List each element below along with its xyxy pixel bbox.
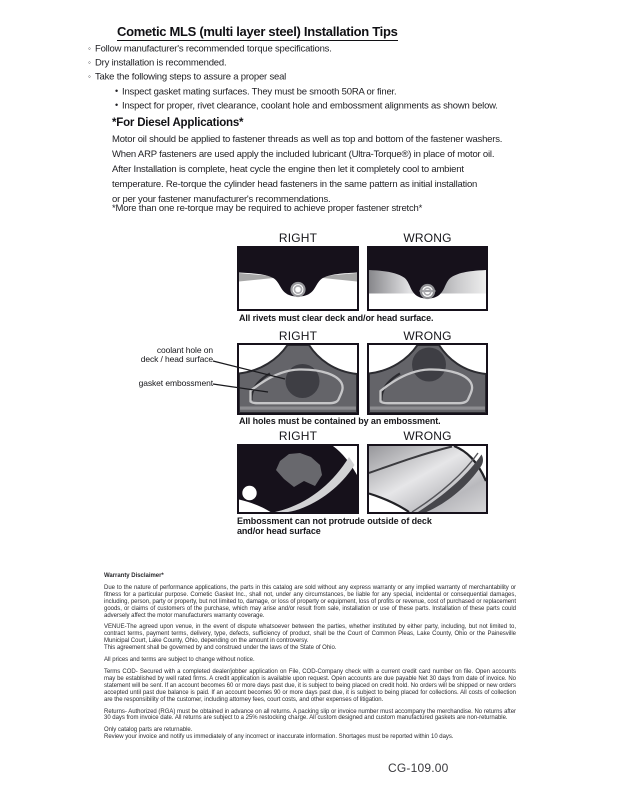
callout-leader-lines (211, 355, 291, 397)
caption-line: and/or head surface (237, 525, 321, 536)
catalog-only-line: Only catalog parts are returnable. (104, 727, 193, 734)
embossment-leader-line (213, 384, 268, 392)
installation-tips-list (88, 42, 498, 113)
gasket-embossment-callout: gasket embossment (138, 378, 213, 388)
warranty-paragraph: Due to the nature of performance applications, the parts in this catalog are sold without any express warranty or any implied warranty of merchantability or fitness for a particular purpose. Cometic Gasket Inc., shall not, under any circumstances, be liable for any special, incidental or consequential damages, including, person, party or property, but not limited to, damage, or loss of property or equipment, loss of profits or revenue, cost of purchased or replacement goods, or claims of customers of the purchase, which may arise and/or result from sale, installation or use of these parts. Installation of these parts could adversely affect the motor manufacturers warranty coverage. (104, 584, 516, 619)
list-item-text: Inspect gasket mating surfaces. They must be smooth 50RA or finer. (122, 86, 397, 98)
paragraph-line: temperature. Re-torque the cylinder head fasteners in the same pattern as initial installation (112, 179, 478, 190)
dot-bullet-icon: • (115, 85, 118, 96)
coolant-leader-line (213, 361, 285, 379)
list-item-text: Take the following steps to assure a proper seal (95, 71, 287, 83)
callout-line: deck / head surface (140, 354, 213, 364)
rivet-clearance-wrong-diagram (367, 246, 488, 311)
bolt-hole (242, 486, 256, 500)
row2-wrong-label: WRONG (403, 329, 452, 343)
deck-bottom-strip (240, 407, 356, 410)
row3-caption (237, 517, 432, 536)
list-item-text: Follow manufacturer's recommended torque specifications. (95, 43, 332, 55)
protrusion-right-panel (237, 444, 359, 514)
deck-bottom-strip (370, 407, 485, 410)
list-item (88, 70, 498, 84)
page-number: CG-109.00 (388, 761, 449, 775)
circle-bullet-icon: ◦ (88, 44, 91, 53)
row2-caption: All holes must be contained by an embossment. (239, 416, 441, 426)
dot-bullet-icon: • (115, 99, 118, 110)
caption-line: Embossment can not protrude outside of deck (237, 516, 432, 526)
row1-caption: All rivets must clear deck and/or head surface. (239, 313, 434, 323)
rivet-wrong-panel (367, 246, 488, 311)
row3-wrong-label: WRONG (403, 429, 452, 443)
circle-bullet-icon: ◦ (88, 72, 91, 82)
callout-line: coolant hole on (156, 345, 213, 355)
list-item (88, 42, 498, 56)
row1-right-label: RIGHT (278, 231, 318, 245)
circle-bullet-icon: ◦ (88, 58, 91, 68)
hole-containment-wrong-diagram (367, 343, 488, 415)
rivet-clearance-right-diagram (237, 246, 359, 311)
returns-paragraph: Returns- Authorized (RGA) must be obtained in advance on all returns. A packing slip or invoice number must accompany the merchandise. No returns after 30 days from invoice date. All returns are subject to a 25% restocking charge. All custom designed and custom manufactured gaskets are non-returnable. (104, 708, 516, 722)
prices-line: All prices and terms are subject to change without notice. (104, 657, 255, 664)
venue-paragraph: VENUE-The agreed upon venue, in the event of dispute whatsoever between the parties, whether instituted by either party, including, but not limited to, contract terms, payment terms, delivery, type, defects, sufficiency of product, shall be the Court of Common Pleas, Lake County, Ohio or the Painesville Municipal Court, Lake County, Ohio, depending on the amount in controversy. (104, 624, 516, 645)
governing-law-line: This agreement shall be governed by and construed under the laws of the State of Ohio. (104, 645, 337, 652)
list-item-text: Dry installation is recommended. (95, 57, 227, 69)
row3-right-label: RIGHT (278, 429, 318, 443)
diesel-paragraph-1 (112, 132, 502, 162)
list-item-text: Inspect for proper, rivet clearance, coolant hole and embossment alignments as shown below. (122, 100, 498, 112)
protrusion-right-diagram (237, 444, 359, 514)
embossment-wrong-panel (367, 343, 488, 415)
diesel-section-heading: *For Diesel Applications* (112, 117, 244, 129)
retorque-note: *More than one re-torque may be required to achieve proper fastener stretch* (112, 203, 423, 214)
paragraph-line: Motor oil should be applied to fastener threads as well as top and bottom of the fastener washers. (112, 134, 503, 145)
review-invoice-line: Review your invoice and notify us immediately of any incorrect or inaccurate information. Shortages must be reported within 10 days. (104, 734, 454, 741)
warranty-disclaimer-heading: Warranty Disclaimer* (104, 573, 164, 579)
page-title: Cometic MLS (multi layer steel) Installation Tips (117, 24, 398, 39)
row1-wrong-label: WRONG (403, 231, 452, 245)
row2-right-label: RIGHT (278, 329, 318, 343)
list-sub-item (88, 99, 498, 113)
protrusion-wrong-diagram (367, 444, 488, 514)
paragraph-line: After Installation is complete, heat cycle the engine then let it completely cool to ambient (112, 164, 464, 175)
protrusion-wrong-panel (367, 444, 488, 514)
paragraph-line: or per your fastener manufacturer's recommendations. (112, 194, 331, 205)
terms-paragraph: Terms COD- Secured with a completed dealer/jobber application on File, COD-Company check with a current credit card number on file. Open accounts may be established by well rated firms. A credit application is available upon request. Open accounts are due payable Net 30 days from date of invoice. No statement will be sent. If an account becomes 60 or more days past due, it is subject to being placed on credit hold. No orders will be shipped or new orders accepted until past due balance is paid. If an account becomes 90 or more days past due, it is subject to being placed for collections. All costs of collection are the responsibility of the customer, including attorney fees, court costs, and other expenses of litigation. (104, 668, 516, 703)
legal-fine-print (104, 573, 516, 746)
paragraph-line: When ARP fasteners are used apply the included lubricant (Ultra-Torque®) in place of motor oil. (112, 149, 495, 160)
list-item (88, 56, 498, 70)
rivet-right-panel (237, 246, 359, 311)
coolant-hole-outside (412, 348, 446, 382)
coolant-hole-callout (120, 346, 213, 364)
list-sub-item (88, 85, 498, 99)
